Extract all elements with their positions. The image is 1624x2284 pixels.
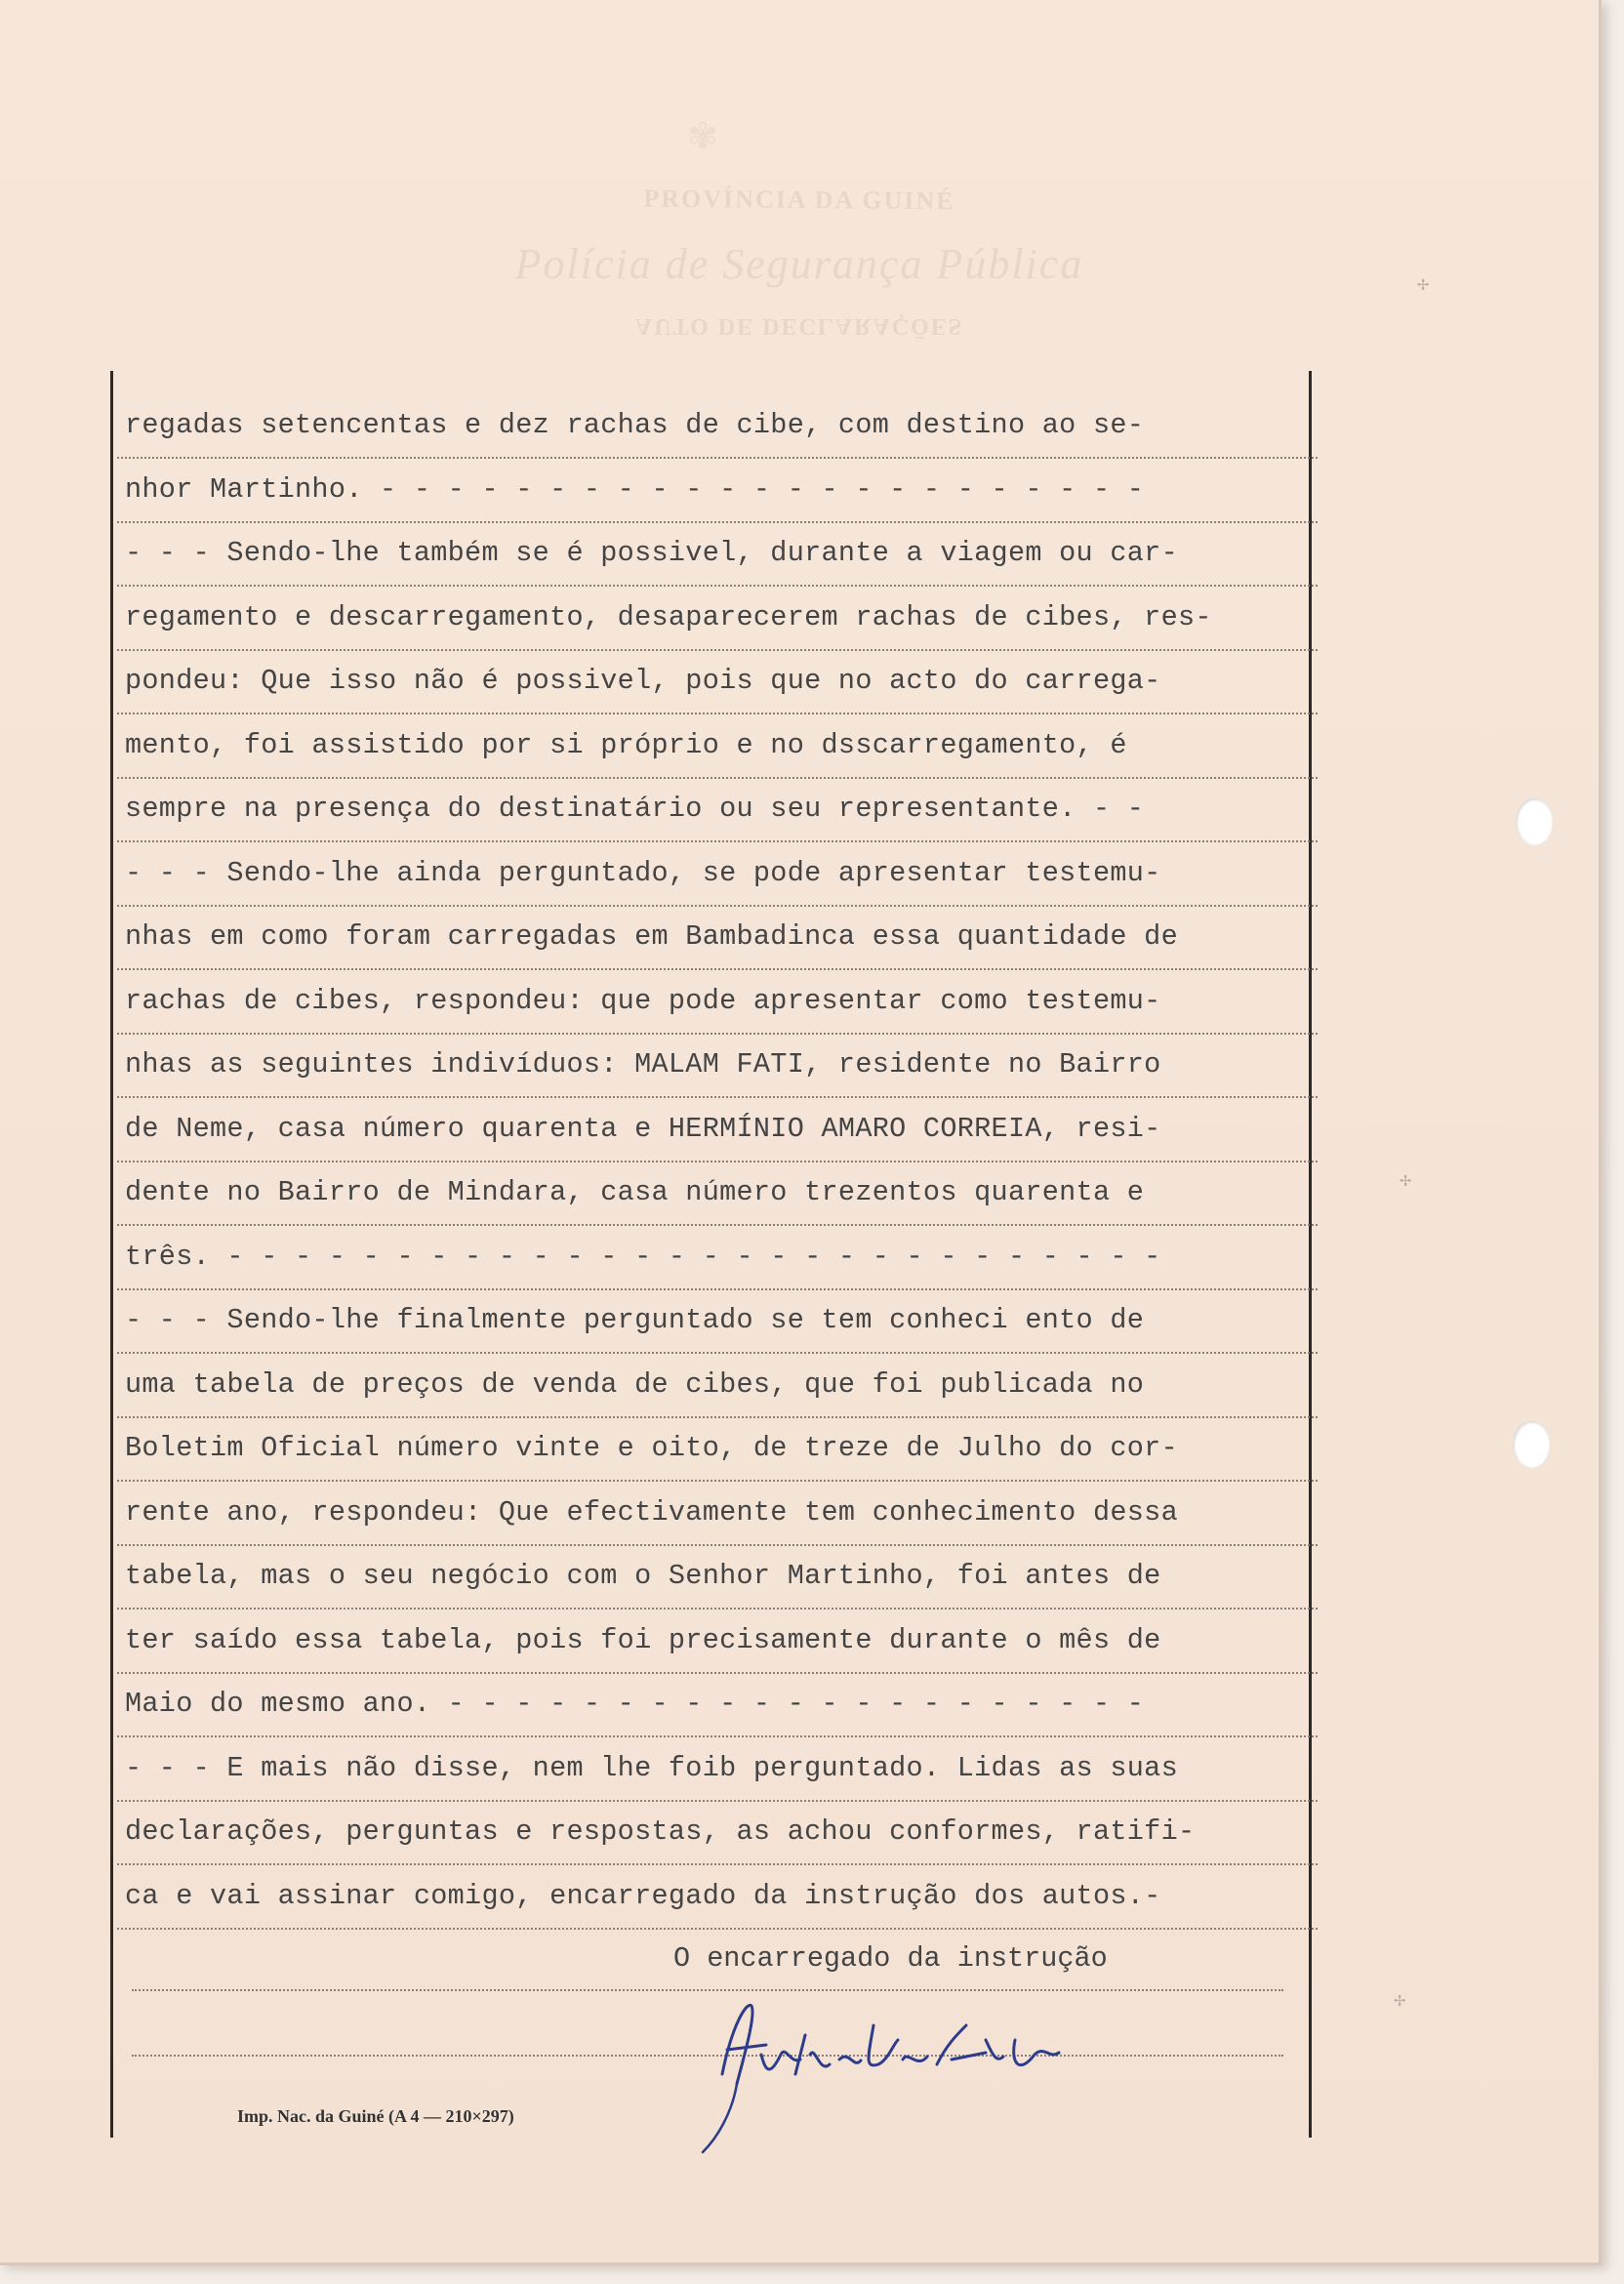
declaration-line-text: - - - Sendo-lhe também se é possivel, durante a viagem ou car- (125, 537, 1178, 569)
declaration-line (117, 850, 1318, 907)
declaration-line (117, 1362, 1318, 1418)
declaration-line (117, 467, 1318, 523)
declaration-line-text: mento, foi assistido por si próprio e no dsscarregamento, é (125, 728, 1127, 761)
margin-mark-1: ✢ (1417, 274, 1430, 297)
declaration-line-text: pondeu: Que isso não é possivel, pois que no acto do carrega- (125, 665, 1161, 697)
handwritten-signature (693, 1967, 1181, 2162)
declaration-line (117, 1873, 1318, 1930)
declaration-line (117, 1553, 1318, 1610)
declaration-line (117, 1169, 1318, 1226)
declaration-line-text: sempre na presença do destinatário ou seu representante. - - (125, 793, 1145, 825)
declaration-line (117, 1745, 1318, 1802)
signature-label: O encarregado da instrução (673, 1942, 1108, 1975)
declaration-line (117, 530, 1318, 587)
declaration-line-text: de Neme, casa número quarenta e HERMÍNIO AMARO CORREIA, resi- (125, 1112, 1161, 1145)
declaration-line (117, 1681, 1318, 1737)
declaration-line-text: três. - - - - - - - - - - - - - - - - - - - - - - - - - - - - (125, 1240, 1161, 1273)
left-margin-rule (110, 371, 113, 2138)
declaration-line (117, 1234, 1318, 1290)
punch-hole-upper (1516, 798, 1553, 845)
declaration-line (117, 658, 1318, 714)
header-province: PROVÍNCIA DA GUINÉ (643, 184, 955, 216)
declaration-line-text: tabela, mas o seu negócio com o Senhor Martinho, foi antes de (125, 1560, 1161, 1592)
declaration-line-text: rachas de cibes, respondeu: que pode apresentar como testemu- (125, 984, 1161, 1017)
declaration-line (117, 1106, 1318, 1162)
declaration-line-text: Boletim Oficial número vinte e oito, de treze de Julho do cor- (125, 1432, 1178, 1464)
declaration-line-text: - - - Sendo-lhe ainda perguntado, se pode apresentar testemu- (125, 856, 1161, 889)
declaration-line-text: declarações, perguntas e respostas, as achou conformes, ratifi- (125, 1815, 1196, 1848)
punch-hole-lower (1513, 1421, 1550, 1468)
declaration-line-text: nhor Martinho. - - - - - - - - - - - - - - - - - - - - - - - (125, 472, 1145, 506)
header-form-title: AUTO DE DECLARAÇÕES (634, 313, 964, 339)
margin-mark-3: ✢ (1394, 1990, 1406, 2013)
declaration-line-text: nhas em como foram carregadas em Bambadinca essa quantidade de (125, 920, 1178, 953)
declaration-line (117, 914, 1318, 970)
declaration-line (117, 1489, 1318, 1546)
declaration-line-text: ca e vai assinar comigo, encarregado da instrução dos autos.- (125, 1879, 1161, 1912)
declaration-line-text: regadas setencentas e dez rachas de cibe, com destino ao se- (125, 409, 1145, 441)
declaration-line (117, 594, 1318, 651)
declaration-line (117, 1617, 1318, 1674)
declaration-line-text: - - - Sendo-lhe finalmente perguntado se tem conheci ento de (125, 1304, 1145, 1336)
declaration-line-text: nhas as seguintes indivíduos: MALAM FATI, residente no Bairro (125, 1048, 1161, 1081)
declaration-line (117, 1297, 1318, 1354)
declaration-line (117, 722, 1318, 779)
margin-mark-2: ✢ (1400, 1170, 1412, 1193)
declaration-line-text: dente no Bairro de Mindara, casa número trezentos quarenta e (125, 1176, 1145, 1208)
declaration-line (117, 402, 1318, 459)
printer-imprint: Imp. Nac. da Guiné (A 4 — 210×297) (237, 2106, 514, 2126)
declaration-line-text: - - - E mais não disse, nem lhe foib perguntado. Lidas as suas (125, 1751, 1178, 1784)
declaration-line (117, 1041, 1318, 1098)
declaration-line-text: uma tabela de preços de venda de cibes, que foi publicada no (125, 1367, 1145, 1401)
coat-of-arms-emblem: ✾ (689, 111, 716, 162)
declaration-line (117, 1809, 1318, 1865)
declaration-line (117, 978, 1318, 1035)
declaration-line (117, 786, 1318, 842)
declaration-line (117, 1425, 1318, 1482)
declaration-line-text: ter saído essa tabela, pois foi precisamente durante o mês de (125, 1623, 1161, 1656)
declaration-line-text: regamento e descarregamento, desaparecerem rachas de cibes, res- (125, 600, 1212, 633)
header-police: Polícia de Segurança Pública (514, 240, 1084, 288)
declaration-line-text: rente ano, respondeu: Que efectivamente tem conhecimento dessa (125, 1495, 1178, 1529)
declaration-line-text: Maio do mesmo ano. - - - - - - - - - - - - - - - - - - - - - (125, 1688, 1145, 1720)
